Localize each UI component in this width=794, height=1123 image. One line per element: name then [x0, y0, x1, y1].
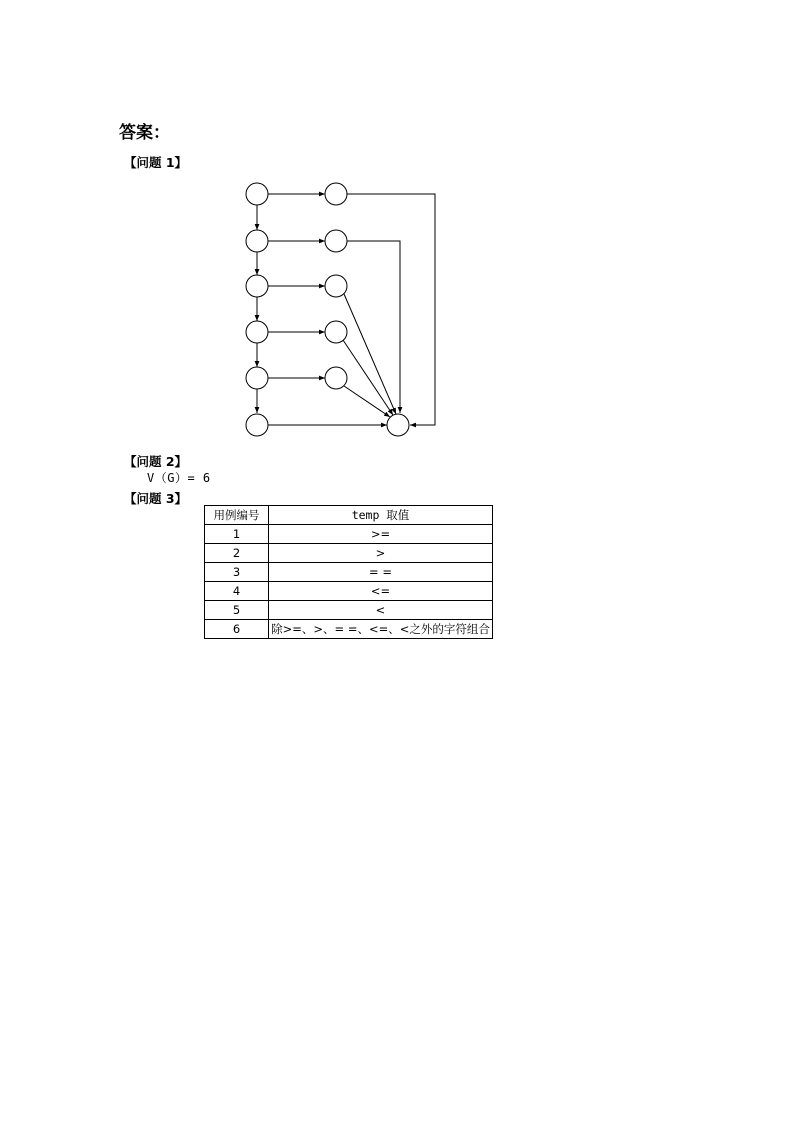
header-case-id: 用例编号: [205, 506, 269, 525]
node-r2: [325, 230, 347, 252]
node-l4: [246, 321, 268, 343]
question-3-heading: 【问题 3】: [124, 491, 188, 506]
temp-value-cell: >: [269, 544, 493, 563]
node-l1: [246, 183, 268, 205]
table-row: [205, 582, 493, 601]
table-row: [205, 544, 493, 563]
control-flow-graph: [0, 0, 794, 450]
cyclomatic-complexity: V（G）= 6: [147, 471, 211, 485]
node-l6: [246, 414, 268, 436]
node-r3: [325, 275, 347, 297]
table-row: [205, 620, 493, 639]
node-r1: [325, 183, 347, 205]
case-id-cell: 3: [205, 563, 269, 582]
test-case-table: [204, 505, 493, 639]
question-2-heading: 【问题 2】: [124, 454, 188, 469]
table-row: [205, 563, 493, 582]
case-id-cell: 2: [205, 544, 269, 563]
node-l3: [246, 275, 268, 297]
table-row: [205, 601, 493, 620]
temp-value-cell: <=: [269, 582, 493, 601]
edge-r4-end: [343, 340, 393, 415]
case-id-cell: 5: [205, 601, 269, 620]
temp-value-cell: 除>=、>、= =、<=、<之外的字符组合: [269, 620, 493, 639]
header-temp-value: temp 取值: [269, 506, 493, 525]
temp-value-cell: <: [269, 601, 493, 620]
node-r4: [325, 321, 347, 343]
table-row: [205, 525, 493, 544]
temp-value-cell: >=: [269, 525, 493, 544]
table-header-row: [205, 506, 493, 525]
case-id-cell: 1: [205, 525, 269, 544]
case-id-cell: 6: [205, 620, 269, 639]
case-id-cell: 4: [205, 582, 269, 601]
temp-value-cell: = =: [269, 563, 493, 582]
node-r5: [325, 367, 347, 389]
answer-heading: 答案：: [119, 123, 170, 143]
node-l5: [246, 367, 268, 389]
edge-r1-end: [347, 194, 435, 425]
question-1-heading: 【问题 1】: [124, 155, 188, 170]
node-end: [387, 414, 409, 436]
edge-r2-end: [347, 241, 400, 413]
edge-r5-end: [344, 386, 390, 417]
node-l2: [246, 230, 268, 252]
